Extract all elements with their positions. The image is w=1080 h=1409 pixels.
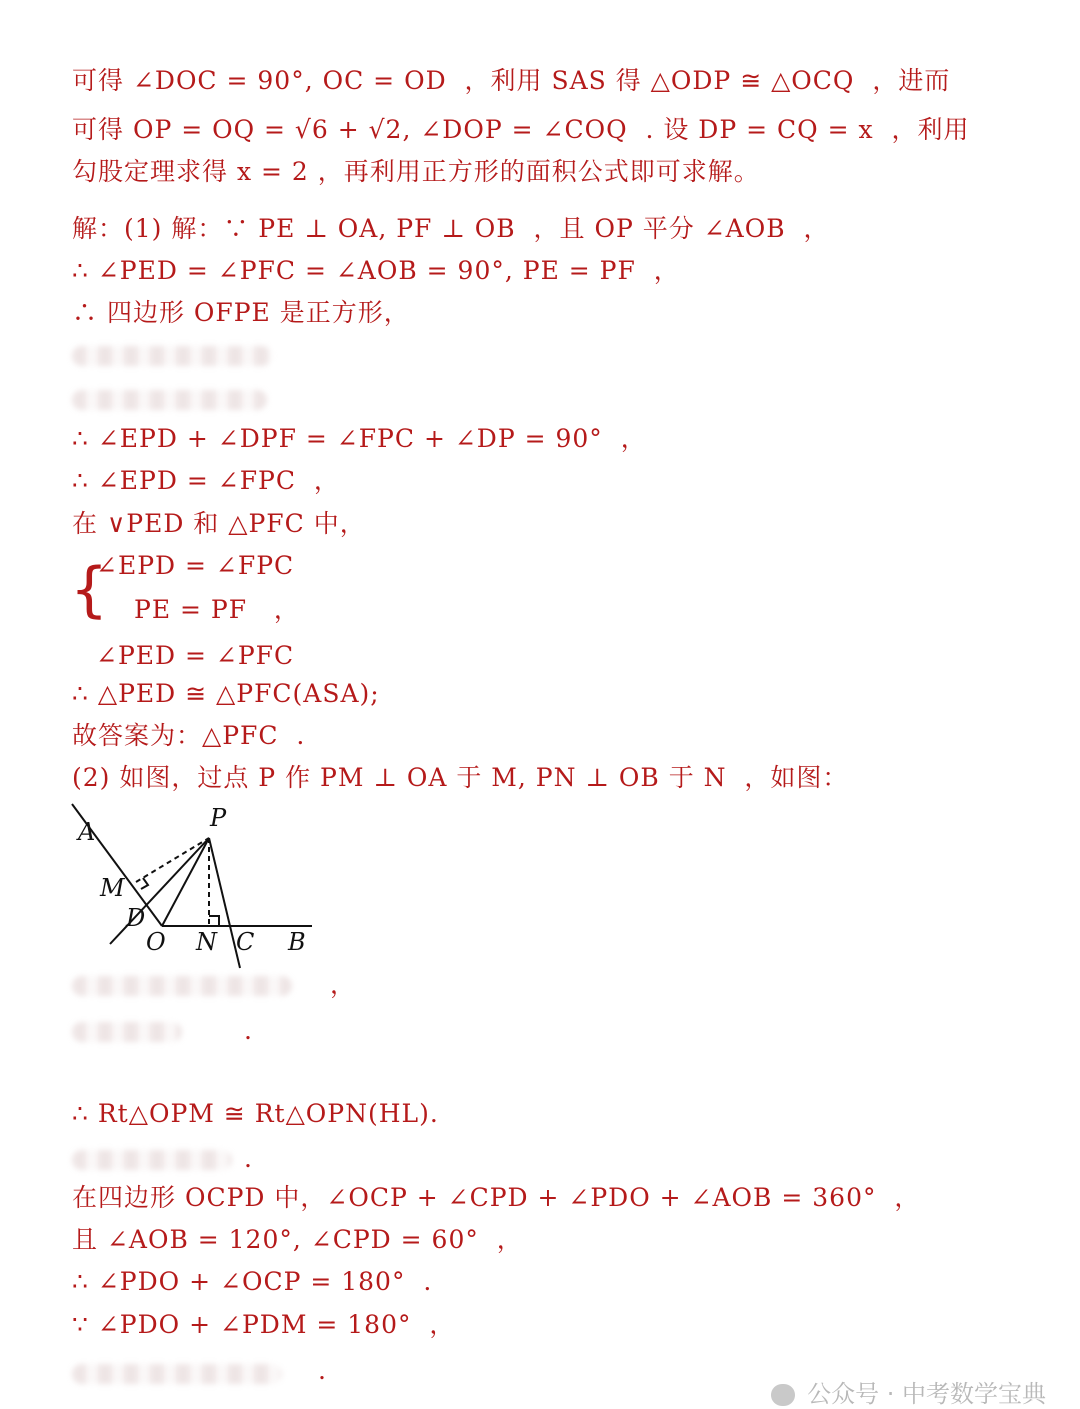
text-line: 在四边形 OCPD 中，∠OCP + ∠CPD + ∠PDO + ∠AOB = 360° ， — [72, 1183, 921, 1212]
text-line: ∠EPD = ∠FPC — [96, 551, 295, 580]
text-line: 可得 OP = OQ = √6 + √2, ∠DOP = ∠COQ . 设 DP = CQ = x ，利用 — [72, 115, 970, 144]
blurred-line — [72, 346, 272, 366]
label-o: O — [146, 928, 166, 956]
label-c: C — [236, 928, 255, 956]
text-line: . — [244, 1016, 253, 1045]
label-a: A — [78, 818, 96, 846]
text-line: ∵ ∠PDO + ∠PDM = 180° ， — [72, 1310, 456, 1339]
text-line: ， — [330, 970, 357, 999]
text-line: ∴ △PED ≅ △PFC(ASA); — [72, 679, 380, 708]
blurred-line — [72, 390, 267, 410]
blurred-line — [72, 1150, 232, 1170]
text-line: 且 ∠AOB = 120°, ∠CPD = 60° ， — [72, 1225, 523, 1254]
blurred-line — [72, 1022, 182, 1042]
label-n: N — [196, 928, 217, 956]
blurred-line — [72, 976, 292, 996]
text-line: ∴ Rt△OPM ≅ Rt△OPN(HL). — [72, 1099, 439, 1128]
text-line: 故答案为：△PFC . — [72, 721, 306, 750]
wechat-icon — [771, 1384, 795, 1406]
blurred-line — [72, 1364, 282, 1384]
text-line: ∴ ∠EPD = ∠FPC ， — [72, 466, 340, 495]
text-line: (2) 如图，过点 P 作 PM ⊥ OA 于 M, PN ⊥ OB 于 N ，如图： — [72, 763, 849, 792]
geometry-figure — [66, 800, 326, 970]
text-line: ∠PED = ∠PFC — [96, 641, 295, 670]
text-line: 勾股定理求得 x = 2 ，再利用正方形的面积公式即可求解。 — [72, 157, 760, 186]
label-m: M — [100, 874, 125, 902]
text-line: . — [244, 1144, 253, 1173]
text-line: ∴ ∠PED = ∠PFC = ∠AOB = 90°, PE = PF ， — [72, 256, 680, 285]
watermark-text: 公众号 · 中考数学宝典 — [807, 1380, 1046, 1408]
text-line: ∴ ∠EPD + ∠DPF = ∠FPC + ∠DP = 90° ， — [72, 424, 647, 453]
text-line: . — [318, 1356, 327, 1385]
label-p: P — [210, 804, 227, 832]
text-line: 在 ∨PED 和 △PFC 中， — [72, 509, 366, 538]
text-line: ∴ 四边形 OFPE 是正方形， — [72, 298, 410, 327]
text-line: ∴ ∠PDO + ∠OCP = 180° . — [72, 1267, 433, 1296]
text-line: 可得 ∠DOC = 90°, OC = OD ，利用 SAS 得 △ODP ≅ △OCQ ，进而 — [72, 66, 951, 95]
text-line: 解：(1) 解：∵ PE ⊥ OA, PF ⊥ OB ，且 OP 平分 ∠AOB ， — [72, 214, 830, 243]
label-d: D — [126, 904, 146, 932]
right-angle-m — [141, 878, 148, 889]
text-line: PE = PF ， — [134, 595, 300, 624]
label-b: B — [288, 928, 306, 956]
right-angle-n — [209, 916, 219, 926]
system-brace: { — [70, 555, 109, 625]
